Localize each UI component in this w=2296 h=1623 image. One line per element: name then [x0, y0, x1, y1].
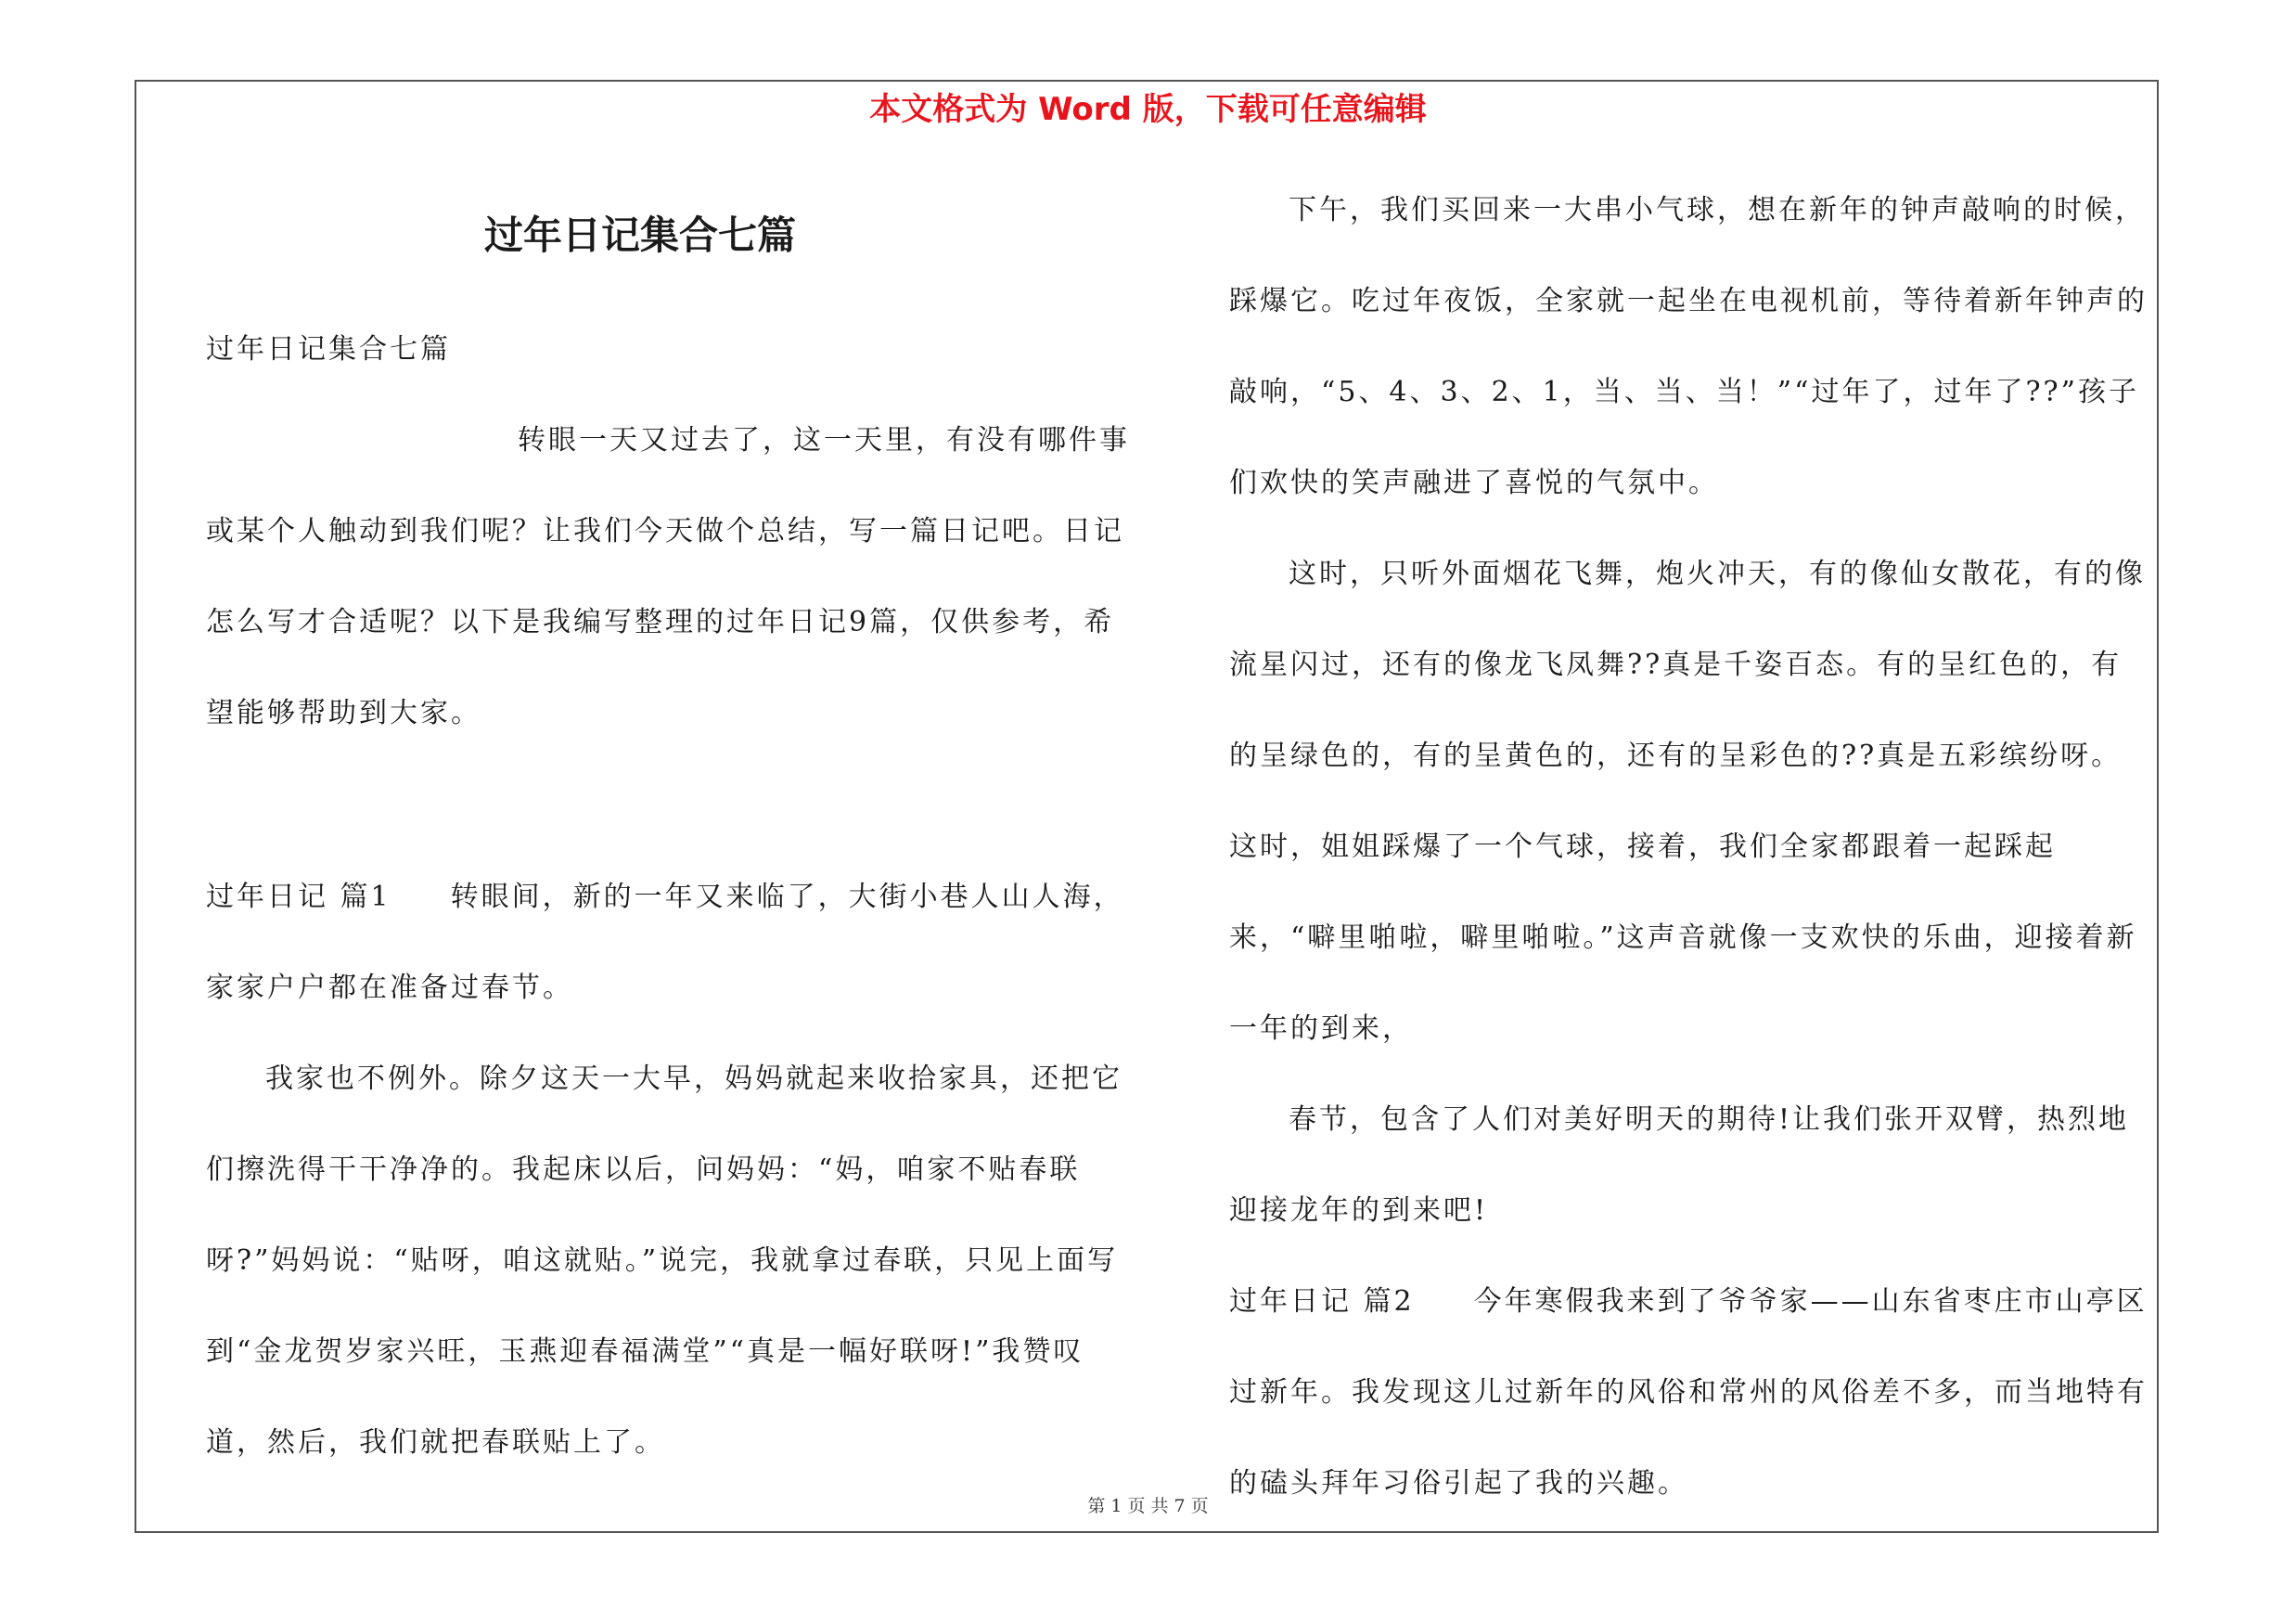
entry-2-heading: 过年日记 篇2 — [1229, 1285, 1415, 1318]
entry-1-paragraph-2: 我家也不例外。除夕这天一大早，妈妈就起来收拾家具，还把它们擦洗得干干净净的。我起床以后，问妈妈：“妈，咱家不贴春联呀?”妈妈说：“贴呀，咱这就贴。”说完，我就拿过春联，只见上面写到“金龙贺岁家兴旺，玉燕迎春福满堂”“真是一幅好联呀!”我赞叹道，然后，我们就把春联贴上了。 — [206, 1063, 1122, 1459]
right-paragraph-1: 下午，我们买回来一大串小气球，想在新年的钟声敲响的时候，踩爆它。吃过年夜饭，全家就一起坐在电视机前，等待着新年钟声的敲响，“5、4、3、2、1，当、当、当！”“过年了，过年了??”孩子们欢快的笑声融进了喜悦的气氛中。 — [1229, 194, 2148, 499]
document-title: 过年日记集合七篇 — [483, 213, 796, 258]
entry-2-paragraph — [1229, 1256, 2148, 1529]
intro-paragraph: 转眼一天又过去了，这一天里，有没有哪件事或某个人触动到我们呢？让我们今天做个总结，写一篇日记吧。日记怎么写才合适呢？以下是我编写整理的过年日记9篇，仅供参考，希望能够帮助到大家。 — [206, 424, 1130, 729]
right-column — [1229, 165, 2148, 1529]
right-paragraph-3: 春节，包含了人们对美好明天的期待!让我们张开双臂，热烈地迎接龙年的到来吧! — [1229, 1103, 2130, 1227]
entry-1-heading: 过年日记 篇1 — [206, 881, 391, 913]
page-number-footer: 第 1 页 共 7 页 — [1087, 1496, 1209, 1516]
entry-1-text: 转眼间，新的一年又来临了，大街小巷人山人海，家家户户都在准备过春节。 — [206, 881, 1124, 1004]
editable-banner: 本文格式为 Word 版，下载可任意编辑 — [869, 91, 1427, 128]
entry-2-text: 今年寒假我来到了爷爷家——山东省枣庄市山亭区过新年。我发现这儿过新年的风俗和常州的风俗差不多，而当地特有的磕头拜年习俗引起了我的兴趣。 — [1229, 1285, 2148, 1500]
spacer — [206, 759, 1143, 852]
left-column — [206, 304, 1143, 1488]
subtitle: 过年日记集合七篇 — [206, 333, 451, 366]
right-paragraph-2: 这时，只听外面烟花飞舞，炮火冲天，有的像仙女散花，有的像流星闪过，还有的像龙飞凤舞??真是千姿百态。有的呈红色的，有的呈绿色的，有的呈黄色的，还有的呈彩色的??真是五彩缤纷呀。这时，姐姐踩爆了一个气球，接着，我们全家都跟着一起踩起来，“噼里啪啦，噼里啪啦。”这声音就像一支欢快的乐曲，迎接着新一年的到来， — [1229, 558, 2146, 1045]
entry-1-paragraph — [206, 852, 1143, 1034]
